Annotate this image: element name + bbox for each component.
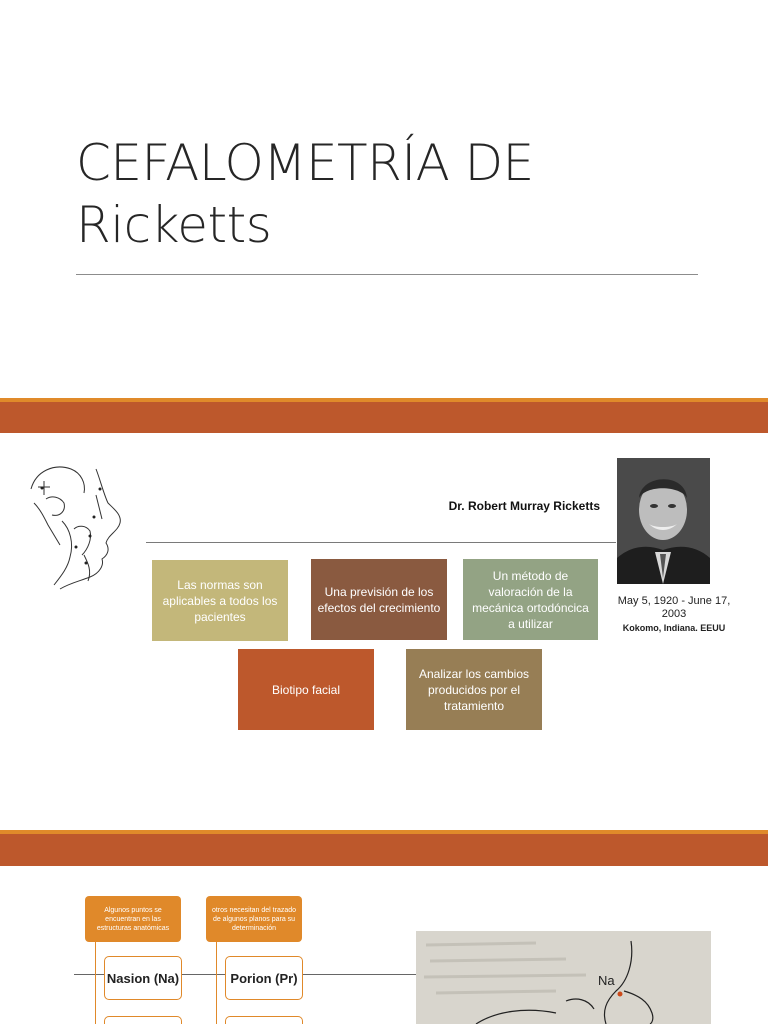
title-line-1: CEFALOMETRÍA DE bbox=[76, 134, 534, 192]
overview-divider bbox=[146, 542, 616, 543]
tag-connector bbox=[216, 942, 217, 1024]
cephalometric-points-slide bbox=[0, 866, 768, 1024]
title-line-2: Ricketts bbox=[76, 196, 272, 254]
objective-box-crecimiento: Una previsión de los efectos del crecimiento bbox=[311, 559, 447, 640]
cephalometric-tracing-photo bbox=[416, 931, 711, 1024]
point-porion: Porion (Pr) bbox=[225, 956, 303, 1000]
point-box-next bbox=[225, 1016, 303, 1024]
title-slide bbox=[0, 0, 768, 398]
tag-connector bbox=[95, 942, 96, 1024]
slide-separator bbox=[0, 830, 768, 866]
slide-title bbox=[76, 132, 716, 256]
objective-box-cambios: Analizar los cambios producidos por el tratamiento bbox=[406, 649, 542, 730]
title-divider bbox=[76, 274, 698, 275]
objective-box-metodo: Un método de valoración de la mecánica ortodóncica a utilizar bbox=[463, 559, 598, 640]
point-nasion: Nasion (Na) bbox=[104, 956, 182, 1000]
objective-box-biotipo: Biotipo facial bbox=[238, 649, 374, 730]
anatomical-points-tag: Algunos puntos se encuentran en las estructuras anatómicas bbox=[85, 896, 181, 942]
objective-box-normas: Las normas son aplicables a todos los pacientes bbox=[152, 560, 288, 641]
plane-points-tag: otros necesitan del trazado de algunos planos para su determinación bbox=[206, 896, 302, 942]
doctor-portrait-photo bbox=[617, 458, 710, 584]
nasion-label: Na bbox=[598, 973, 615, 988]
doctor-dates: May 5, 1920 - June 17, 2003 bbox=[617, 595, 731, 620]
point-box-next bbox=[104, 1016, 182, 1024]
doctor-birthplace: Kokomo, Indiana. EEUU bbox=[622, 623, 726, 633]
doctor-name: Dr. Robert Murray Ricketts bbox=[448, 499, 600, 513]
ricketts-overview-slide bbox=[0, 433, 768, 830]
slide-separator bbox=[0, 398, 768, 433]
cephalometric-profile-sketch bbox=[26, 459, 136, 591]
